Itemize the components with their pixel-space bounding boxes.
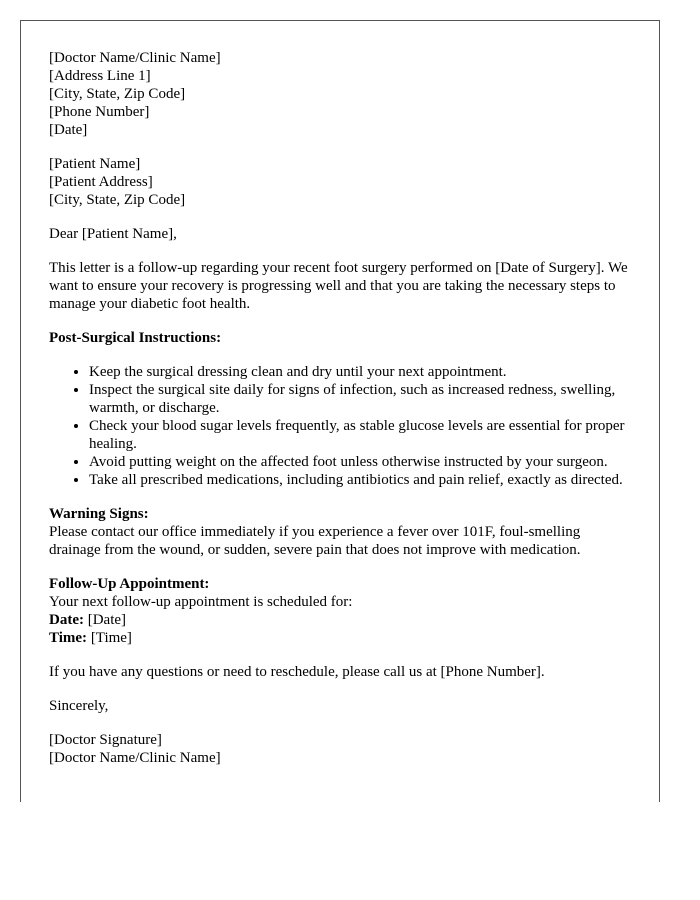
- warning-section: [49, 505, 633, 559]
- signature-block: [49, 731, 633, 767]
- instruction-item: • Take all prescribed medications, including antibiotics and pain relief, exactly as directed.: [89, 471, 633, 489]
- instruction-item: • Inspect the surgical site daily for signs of infection, such as increased redness, swelling, warmth, or discharge.: [89, 381, 633, 417]
- warning-text: Please contact our office immediately if you experience a fever over 101F, foul-smelling drainage from the wound, or sudden, severe pain that does not improve with medication.: [49, 524, 581, 558]
- salutation: Dear [Patient Name],: [49, 226, 177, 242]
- recipient-address: [Patient Address]: [49, 174, 153, 190]
- signature-name: [Doctor Name/Clinic Name]: [49, 750, 221, 766]
- sender-city: [City, State, Zip Code]: [49, 86, 186, 102]
- instructions-heading: Post-Surgical Instructions:: [49, 330, 222, 346]
- appointment-time-row: [49, 629, 633, 647]
- instructions-list: [49, 363, 633, 489]
- recipient-block: [49, 155, 633, 209]
- intro-paragraph: This letter is a follow-up regarding your recent foot surgery performed on [Date of Surgery]. We want to ensure your recovery is progressing well and that you are taking the necessary steps to manage your diabetic foot health.: [49, 260, 628, 312]
- appointment-section: [49, 575, 633, 647]
- letter-page: [20, 20, 660, 802]
- sender-phone: [Phone Number]: [49, 104, 150, 120]
- instruction-item: • Avoid putting weight on the affected foot unless otherwise instructed by your surgeon.: [89, 453, 633, 471]
- closing: Sincerely,: [49, 698, 109, 714]
- appointment-heading: Follow-Up Appointment:: [49, 576, 210, 592]
- instruction-item: • Check your blood sugar levels frequently, as stable glucose levels are essential for proper healing.: [89, 417, 633, 453]
- appointment-date-label: Date:: [49, 612, 84, 628]
- appointment-date-value: [Date]: [87, 612, 127, 628]
- appointment-time-label: Time:: [49, 630, 88, 646]
- appointment-time-value: [Time]: [90, 630, 132, 646]
- recipient-city: [City, State, Zip Code]: [49, 192, 186, 208]
- contact-paragraph: If you have any questions or need to reschedule, please call us at [Phone Number].: [49, 664, 545, 680]
- sender-block: [49, 49, 633, 139]
- appointment-date-row: [49, 611, 633, 629]
- sender-name: [Doctor Name/Clinic Name]: [49, 50, 221, 66]
- letter-body: [49, 49, 633, 767]
- warning-heading: Warning Signs:: [49, 506, 149, 522]
- signature-line: [Doctor Signature]: [49, 732, 162, 748]
- instruction-item: • Keep the surgical dressing clean and dry until your next appointment.: [89, 363, 633, 381]
- recipient-name: [Patient Name]: [49, 156, 141, 172]
- sender-address: [Address Line 1]: [49, 68, 151, 84]
- appointment-text: Your next follow-up appointment is scheduled for:: [49, 594, 353, 610]
- sender-date: [Date]: [49, 122, 88, 138]
